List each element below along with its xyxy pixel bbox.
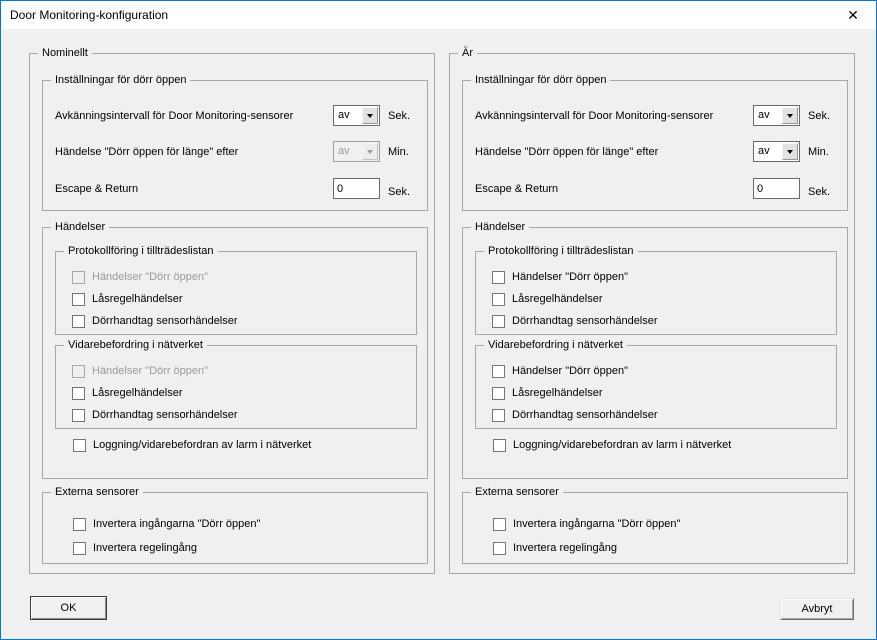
checkbox-icon (492, 387, 505, 400)
group-nominellt (29, 47, 435, 574)
group-ar-label: Är (458, 47, 477, 60)
group-nominellt-label: Nominellt (38, 47, 92, 60)
group-ar (449, 47, 855, 574)
checkbox-icon (492, 271, 505, 284)
checkbox-icon (72, 387, 85, 400)
chevron-down-icon (782, 143, 798, 160)
escape-return-input-nominal[interactable] (333, 178, 380, 199)
checkbox-icon (493, 542, 506, 555)
sensor-interval-combo-actual[interactable] (753, 105, 800, 126)
checkbox-icon (493, 439, 506, 452)
checkbox-icon (73, 439, 86, 452)
external-sensors-group-label: Externa sensorer (51, 486, 143, 499)
combo-value: av (758, 145, 770, 157)
sensor-interval-combo-nominal[interactable] (333, 105, 380, 126)
forward-group-nominal: Vidarebefordring i nätverket Händelser "Dörr öppen" Låsregelhändelser Dörrhandtag sensorhändelser (55, 345, 417, 429)
ok-button[interactable]: OK (30, 596, 107, 620)
events-group-actual: Händelser Protokollföring i tillträdeslistan Händelser "Dörr öppen" Låsregelhändelser Dörrhandtag sensorhändelser Vidarebefordring i nätverket Händelser "Dörr öppen" Låsregelhändelser Dörrhandtag sensorhändelser Loggning/vidarebefordran av larm i nätverket (462, 227, 848, 479)
forward-group-label: Vidarebefordring i nätverket (64, 339, 207, 352)
sensor-interval-label: Avkänningsintervall för Door Monitoring-sensorer (55, 110, 294, 122)
checkbox-icon (492, 315, 505, 328)
sensor-interval-label: Avkänningsintervall för Door Monitoring-sensorer (475, 110, 714, 122)
checkbox-icon (72, 409, 85, 422)
door-open-too-long-label: Händelse "Dörr öppen för länge" efter (55, 146, 239, 158)
chevron-down-icon (362, 107, 378, 124)
door-open-too-long-unit: Min. (808, 146, 829, 158)
checkbox-icon (492, 365, 505, 378)
escape-return-label: Escape & Return (55, 183, 139, 195)
door-open-too-long-combo-nominal (333, 141, 380, 162)
events-group-label: Händelser (51, 221, 109, 234)
close-button[interactable] (830, 1, 876, 29)
chevron-down-icon (782, 107, 798, 124)
checkbox-icon (72, 365, 85, 378)
combo-value: av (758, 109, 770, 121)
cancel-button[interactable]: Avbryt (780, 598, 854, 620)
checkbox-icon (73, 518, 86, 531)
protocol-group-label: Protokollföring i tillträdeslistan (484, 245, 638, 258)
escape-return-label: Escape & Return (475, 183, 559, 195)
sensor-interval-unit: Sek. (808, 110, 831, 122)
escape-return-unit: Sek. (808, 186, 831, 198)
events-group-nominal: Händelser Protokollföring i tillträdeslistan Händelser "Dörr öppen" Låsregelhändelser Dörrhandtag sensorhändelser Vidarebefordring i nätverket Händelser "Dörr öppen" Låsregelhändelser Dörrhandtag sensorhändelser Loggning/vidarebefordran av larm i nätverket (42, 227, 428, 479)
window-title: Door Monitoring-konfiguration (10, 8, 169, 22)
door-open-too-long-label: Händelse "Dörr öppen för länge" efter (475, 146, 659, 158)
door-open-too-long-unit: Min. (388, 146, 409, 158)
close-icon: ✕ (847, 7, 859, 23)
protocol-group-actual: Protokollföring i tillträdeslistan Händelser "Dörr öppen" Låsregelhändelser Dörrhandtag sensorhändelser (475, 251, 837, 335)
escape-return-input-actual[interactable] (753, 178, 800, 199)
checkbox-icon (72, 315, 85, 328)
protocol-group-nominal: Protokollföring i tillträdeslistan Händelser "Dörr öppen" Låsregelhändelser Dörrhandtag sensorhändelser (55, 251, 417, 335)
settings-group-actual (462, 74, 848, 211)
settings-group-label: Inställningar för dörr öppen (471, 74, 610, 87)
forward-group-actual: Vidarebefordring i nätverket Händelser "Dörr öppen" Låsregelhändelser Dörrhandtag sensorhändelser (475, 345, 837, 429)
external-sensors-group-actual: Externa sensorer Invertera ingångarna "Dörr öppen" Invertera regelingång (462, 492, 848, 564)
door-open-too-long-combo-actual[interactable] (753, 141, 800, 162)
checkbox-icon (493, 518, 506, 531)
combo-value: av (338, 145, 350, 157)
settings-group-nominal (42, 74, 428, 211)
forward-group-label: Vidarebefordring i nätverket (484, 339, 627, 352)
combo-value: av (338, 109, 350, 121)
checkbox-icon (492, 293, 505, 306)
checkbox-icon (492, 409, 505, 422)
checkbox-icon (72, 293, 85, 306)
chevron-down-icon (362, 143, 378, 160)
external-sensors-group-nominal: Externa sensorer Invertera ingångarna "Dörr öppen" Invertera regelingång (42, 492, 428, 564)
settings-group-label: Inställningar för dörr öppen (51, 74, 190, 87)
sensor-interval-unit: Sek. (388, 110, 411, 122)
checkbox-icon (72, 271, 85, 284)
checkbox-icon (73, 542, 86, 555)
protocol-group-label: Protokollföring i tillträdeslistan (64, 245, 218, 258)
external-sensors-group-label: Externa sensorer (471, 486, 563, 499)
events-group-label: Händelser (471, 221, 529, 234)
titlebar (1, 1, 876, 29)
escape-return-unit: Sek. (388, 186, 411, 198)
